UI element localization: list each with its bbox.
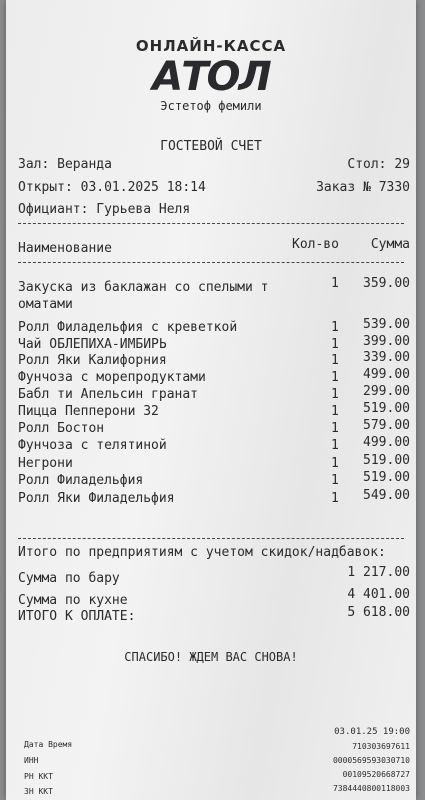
item-name: Ролл Бостон (18, 421, 105, 436)
item-sum: 359.00 (363, 276, 410, 291)
item-name: Фунчоза с телятиной (18, 438, 167, 453)
divider (18, 223, 404, 224)
item-qty: 1 (331, 438, 339, 453)
item-name: Бабл ти Апельсин гранат (18, 387, 199, 402)
item-qty: 1 (331, 421, 339, 436)
item-name: Ролл Яки Калифорния (18, 353, 167, 368)
thank-you-message: СПАСИБО! ЖДЕМ ВАС СНОВА! (124, 650, 298, 664)
column-sum-header: Сумма (370, 237, 410, 252)
item-name: Ролл Филадельфия с креветкой (18, 320, 238, 335)
footer-label-zn-kkt: ЗН ККТ (24, 787, 53, 796)
opened-time: Открыт: 03.01.2025 18:14 (18, 180, 206, 195)
item-name: Негрони (18, 456, 73, 471)
table-label: Стол: 29 (347, 157, 410, 172)
item-qty: 1 (331, 473, 339, 488)
atol-logo: АТОЛ (152, 54, 270, 100)
item-sum: 299.00 (363, 384, 410, 399)
kitchen-total-value: 4 401.00 (347, 587, 410, 602)
pay-total-value: 5 618.00 (347, 605, 410, 620)
item-sum: 339.00 (363, 350, 410, 365)
footer-value-fn: 7384440800118003 (332, 784, 410, 793)
item-sum: 519.00 (363, 401, 410, 416)
item-name-continuation: оматами (18, 297, 73, 312)
footer-value-rn-kkt: 0000569593030710 (332, 756, 410, 765)
item-qty: 1 (331, 491, 339, 506)
venue-name: Эстетоф фемили (160, 99, 262, 113)
item-name: Фунчоза с морепродуктами (18, 370, 206, 385)
item-name: Пицца Пепперони 32 (18, 404, 159, 419)
item-name: Ролл Яки Филадельфия (18, 491, 175, 506)
pay-total-label: ИТОГО К ОПЛАТЕ: (18, 609, 136, 624)
kitchen-total-label: Сумма по кухне (18, 593, 128, 608)
item-sum: 499.00 (363, 435, 410, 450)
column-qty-header: Кол-во (292, 237, 339, 252)
document-title: ГОСТЕВОЙ СЧЕТ (160, 139, 262, 154)
item-qty: 1 (331, 456, 339, 471)
item-sum: 549.00 (363, 488, 410, 503)
item-name: Ролл Филадельфия (18, 473, 144, 488)
item-qty: 1 (331, 276, 339, 291)
item-qty: 1 (331, 337, 339, 352)
item-qty: 1 (331, 320, 339, 335)
item-qty: 1 (331, 387, 339, 402)
waiter-name: Официант: Гурьева Неля (18, 202, 191, 217)
item-sum: 499.00 (363, 367, 410, 382)
hall-label: Зал: Веранда (18, 157, 112, 172)
item-qty: 1 (331, 370, 339, 385)
item-qty: 1 (331, 353, 339, 368)
order-number: Заказ № 7330 (316, 180, 410, 195)
bar-total-value: 1 217.00 (347, 565, 410, 580)
item-sum: 539.00 (363, 317, 410, 332)
divider (18, 262, 404, 263)
footer-label-datetime: Дата Время (24, 740, 73, 749)
item-sum: 519.00 (363, 453, 410, 468)
item-sum: 399.00 (363, 334, 410, 349)
receipt-paper (6, 0, 416, 800)
footer-value-inn: 710303697611 (352, 742, 410, 751)
brand-title: ОНЛАЙН-КАССА (135, 37, 287, 55)
item-qty: 1 (331, 404, 339, 419)
divider (18, 538, 404, 539)
bar-total-label: Сумма по бару (18, 571, 120, 586)
item-sum: 519.00 (363, 470, 410, 485)
footer-label-rn-kkt: РН ККТ (24, 772, 53, 781)
footer-value-zn-kkt: 00109520668727 (342, 770, 410, 779)
item-name: Закуска из баклажан со спелыми т (18, 280, 269, 295)
item-sum: 579.00 (363, 418, 410, 433)
footer-value-datetime: 03.01.25 19:00 (334, 727, 410, 737)
footer-label-inn: ИНН (24, 756, 39, 765)
discount-line: Итого по предприятиям с учетом скидок/надбавок: (18, 545, 386, 560)
item-name: Чай ОБЛЕПИХА-ИМБИРЬ (18, 337, 167, 352)
column-name-header: Наименование (18, 241, 112, 256)
